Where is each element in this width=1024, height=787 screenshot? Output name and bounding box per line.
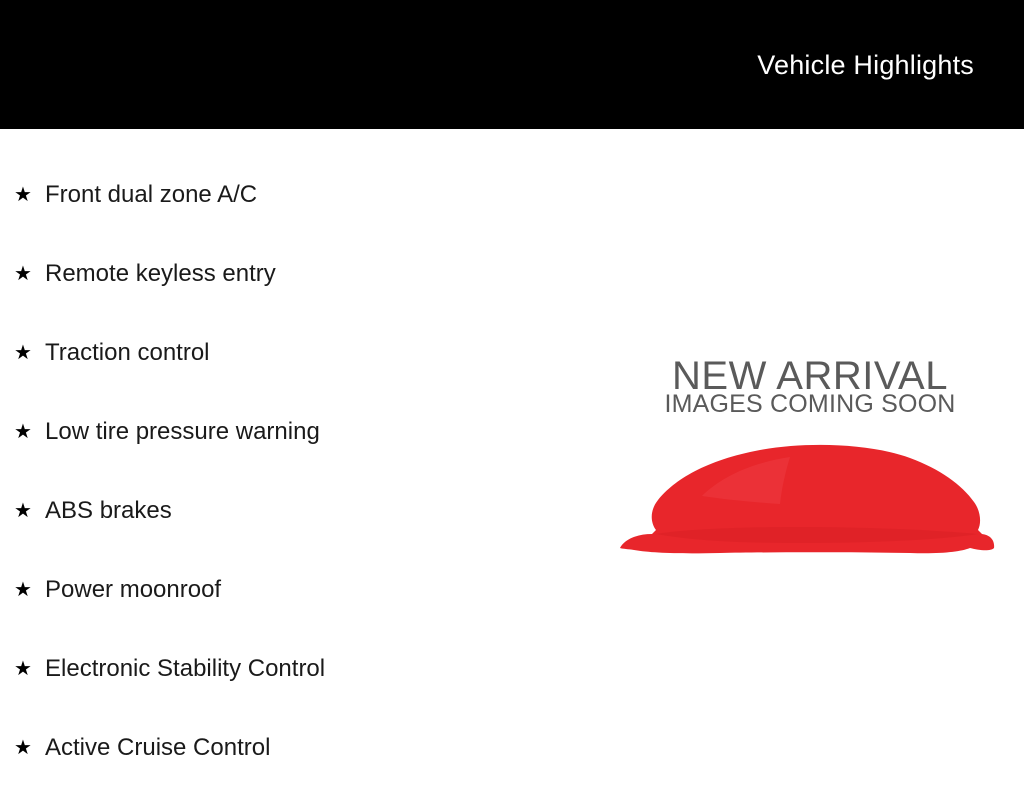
list-item-label: Remote keyless entry (45, 259, 276, 287)
star-bullet-icon: ★ (14, 499, 32, 522)
list-item (0, 155, 560, 234)
star-bullet-icon: ★ (14, 578, 32, 601)
placeholder-headline: NEW ARRIVAL (672, 354, 948, 398)
list-item-label: Active Cruise Control (45, 733, 271, 761)
list-item-label: Low tire pressure warning (45, 417, 320, 445)
star-bullet-icon: ★ (14, 736, 32, 759)
header-bar (0, 0, 1024, 129)
list-item (0, 234, 560, 313)
list-item (0, 708, 560, 787)
placeholder-subline: IMAGES COMING SOON (664, 390, 956, 418)
list-item-label: Power moonroof (45, 575, 222, 603)
covered-car-icon (610, 430, 1000, 560)
list-item (0, 313, 560, 392)
list-item (0, 392, 560, 471)
star-bullet-icon: ★ (14, 341, 32, 364)
list-item-label: Front dual zone A/C (45, 180, 258, 208)
page-title: Vehicle Highlights (757, 50, 974, 80)
list-item (0, 629, 560, 708)
list-item-label: Electronic Stability Control (45, 654, 326, 682)
star-bullet-icon: ★ (14, 420, 32, 443)
placeholder-image (600, 330, 1010, 570)
list-item (0, 471, 560, 550)
list-item-label: ABS brakes (45, 496, 172, 524)
list-item-label: Traction control (45, 338, 210, 366)
star-bullet-icon: ★ (14, 183, 32, 206)
highlights-list (0, 129, 560, 787)
star-bullet-icon: ★ (14, 657, 32, 680)
star-bullet-icon: ★ (14, 262, 32, 285)
list-item (0, 550, 560, 629)
